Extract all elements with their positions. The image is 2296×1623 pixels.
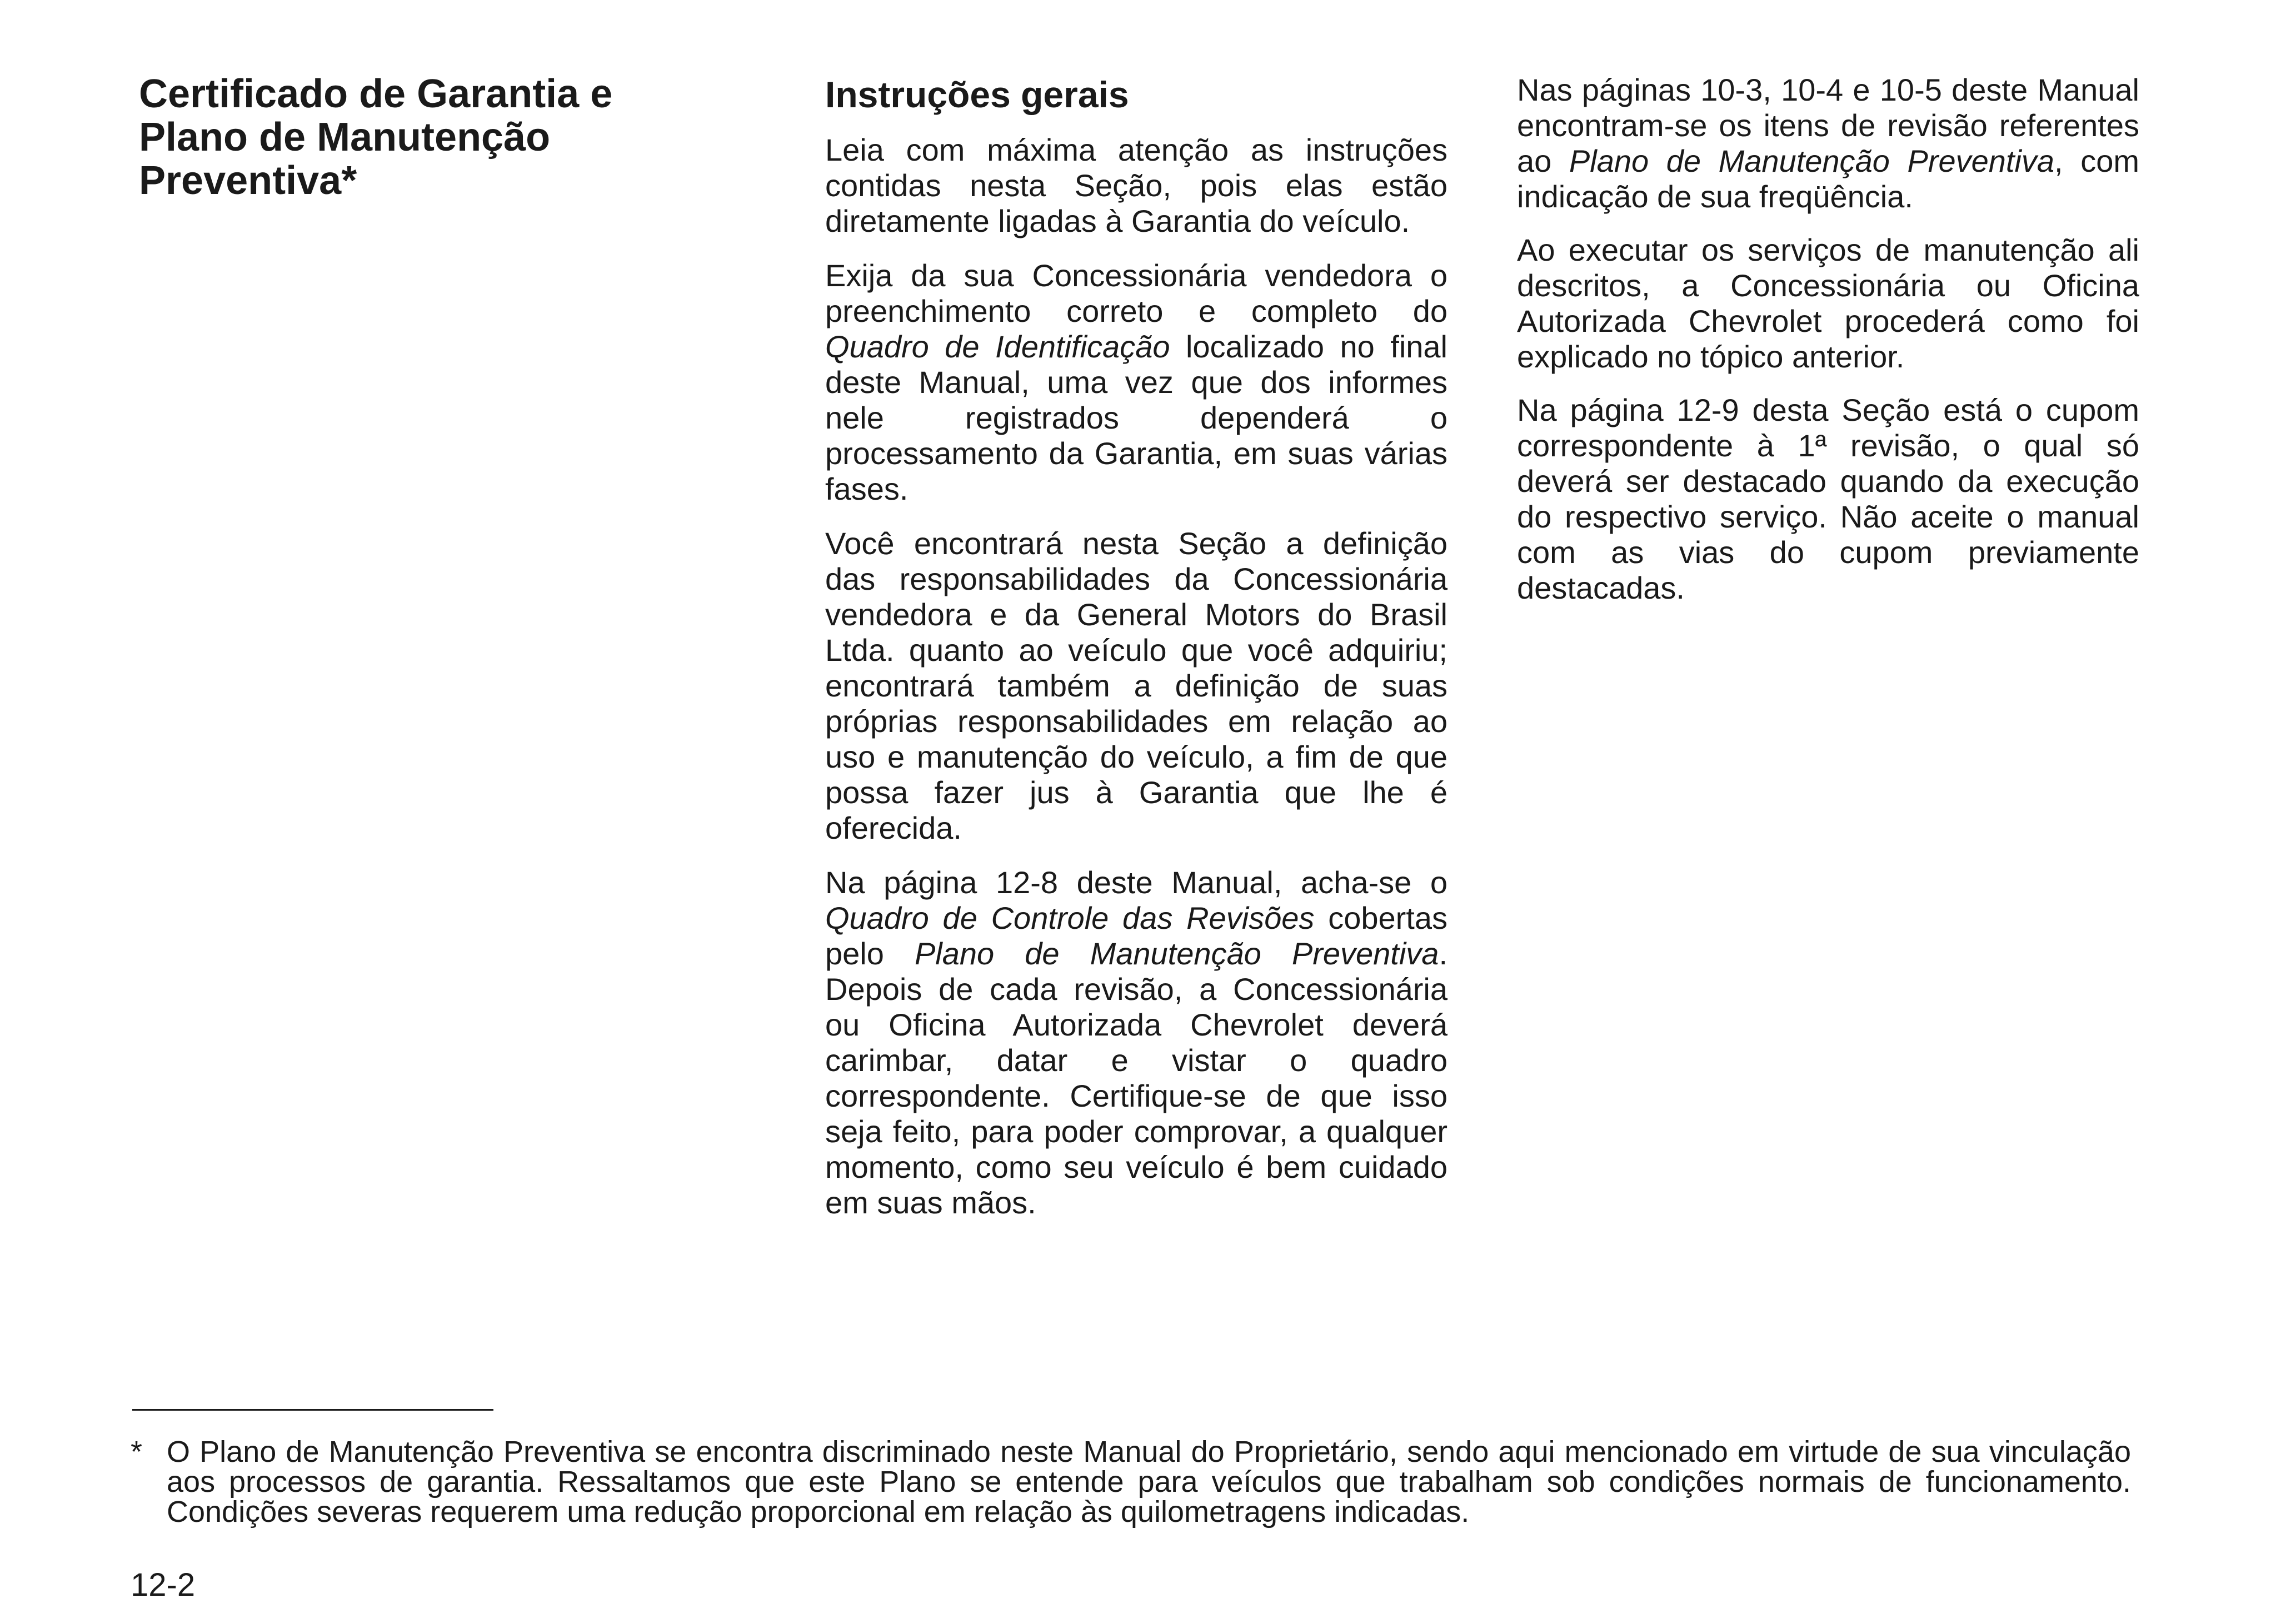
italic-term: Quadro de Controle das Revisões xyxy=(825,900,1315,935)
footnote-text: O Plano de Manutenção Preventiva se encontra discriminado neste Manual do Proprietário, sendo aqui mencionado em virtude de sua vinculação aos processos de garantia. Ressaltamos que este Plano se entende para veículos que trabalham sob condições normais de funcionamento. Condições severas requerem uma redução proporcional em relação às quilometragens indicadas. xyxy=(167,1435,2131,1529)
section-title: Instruções gerais xyxy=(825,74,1129,115)
paragraph-identification-table xyxy=(825,258,1448,507)
page-number: 12-2 xyxy=(131,1567,196,1603)
paragraph-revision-control xyxy=(825,865,1448,1221)
paragraph-revision-items xyxy=(1517,72,2139,215)
italic-term: Quadro de Identificação xyxy=(825,329,1170,364)
text-span: cobertas pelo xyxy=(825,900,1448,971)
italic-term: Plano de Manutenção Preventiva xyxy=(1569,143,2055,178)
footnote-marker: * xyxy=(131,1435,143,1468)
right-column xyxy=(1517,72,2139,624)
footnote-divider xyxy=(132,1409,493,1411)
italic-term: Plano de Manutenção Preventiva xyxy=(914,936,1439,971)
text-span: Nas páginas 10-3, 10-4 e 10-5 deste Manual encontram-se os itens de revisão referentes ao xyxy=(1517,72,2139,178)
paragraph-responsibilities: Você encontrará nesta Seção a definição das responsabilidades da Concessionária vendedora e da General Motors do Brasil Ltda. quanto ao veículo que você adquiriu; encontrará também a definição de suas próprias responsabilidades em relação ao uso e manutenção do veículo, a fim de que possa fazer jus à Garantia que lhe é oferecida. xyxy=(825,526,1448,845)
text-span: Na página 12-8 deste Manual, acha-se o xyxy=(825,865,1448,900)
paragraph-coupon: Na página 12-9 desta Seção está o cupom correspondente à 1ª revisão, o qual só deverá ser destacado quando da execução do respectivo serviço. Não aceite o manual com as vias do cupom previamente destacadas. xyxy=(1517,392,2139,605)
middle-column xyxy=(825,72,1448,1239)
text-span: localizado no final deste Manual, uma vez que dos informes nele registrados dependerá o processamento da Garantia, em suas várias fases. xyxy=(825,329,1448,506)
text-span: . Depois de cada revisão, a Concessionária ou Oficina Autorizada Chevrolet deverá carimbar, datar e vistar o quadro correspondente. Certifique-se de que isso seja feito, para poder comprovar, a qualquer momento, como seu veículo é bem cuidado em suas mãos. xyxy=(825,936,1448,1220)
paragraph-maintenance-services: Ao executar os serviços de manutenção ali descritos, a Concessionária ou Oficina Autorizada Chevrolet procederá como foi explicado no tópico anterior. xyxy=(1517,232,2139,374)
left-column xyxy=(139,72,695,202)
page-title: Certificado de Garantia e Plano de Manutenção Preventiva* xyxy=(139,72,613,203)
paragraph-read-attention: Leia com máxima atenção as instruções contidas nesta Seção, pois elas estão diretamente ligadas à Garantia do veículo. xyxy=(825,132,1448,238)
footnote xyxy=(131,1437,2131,1527)
text-span: , com indicação de sua freqüência. xyxy=(1517,143,2139,214)
text-span: Exija da sua Concessionária vendedora o preenchimento correto e completo do xyxy=(825,258,1448,328)
